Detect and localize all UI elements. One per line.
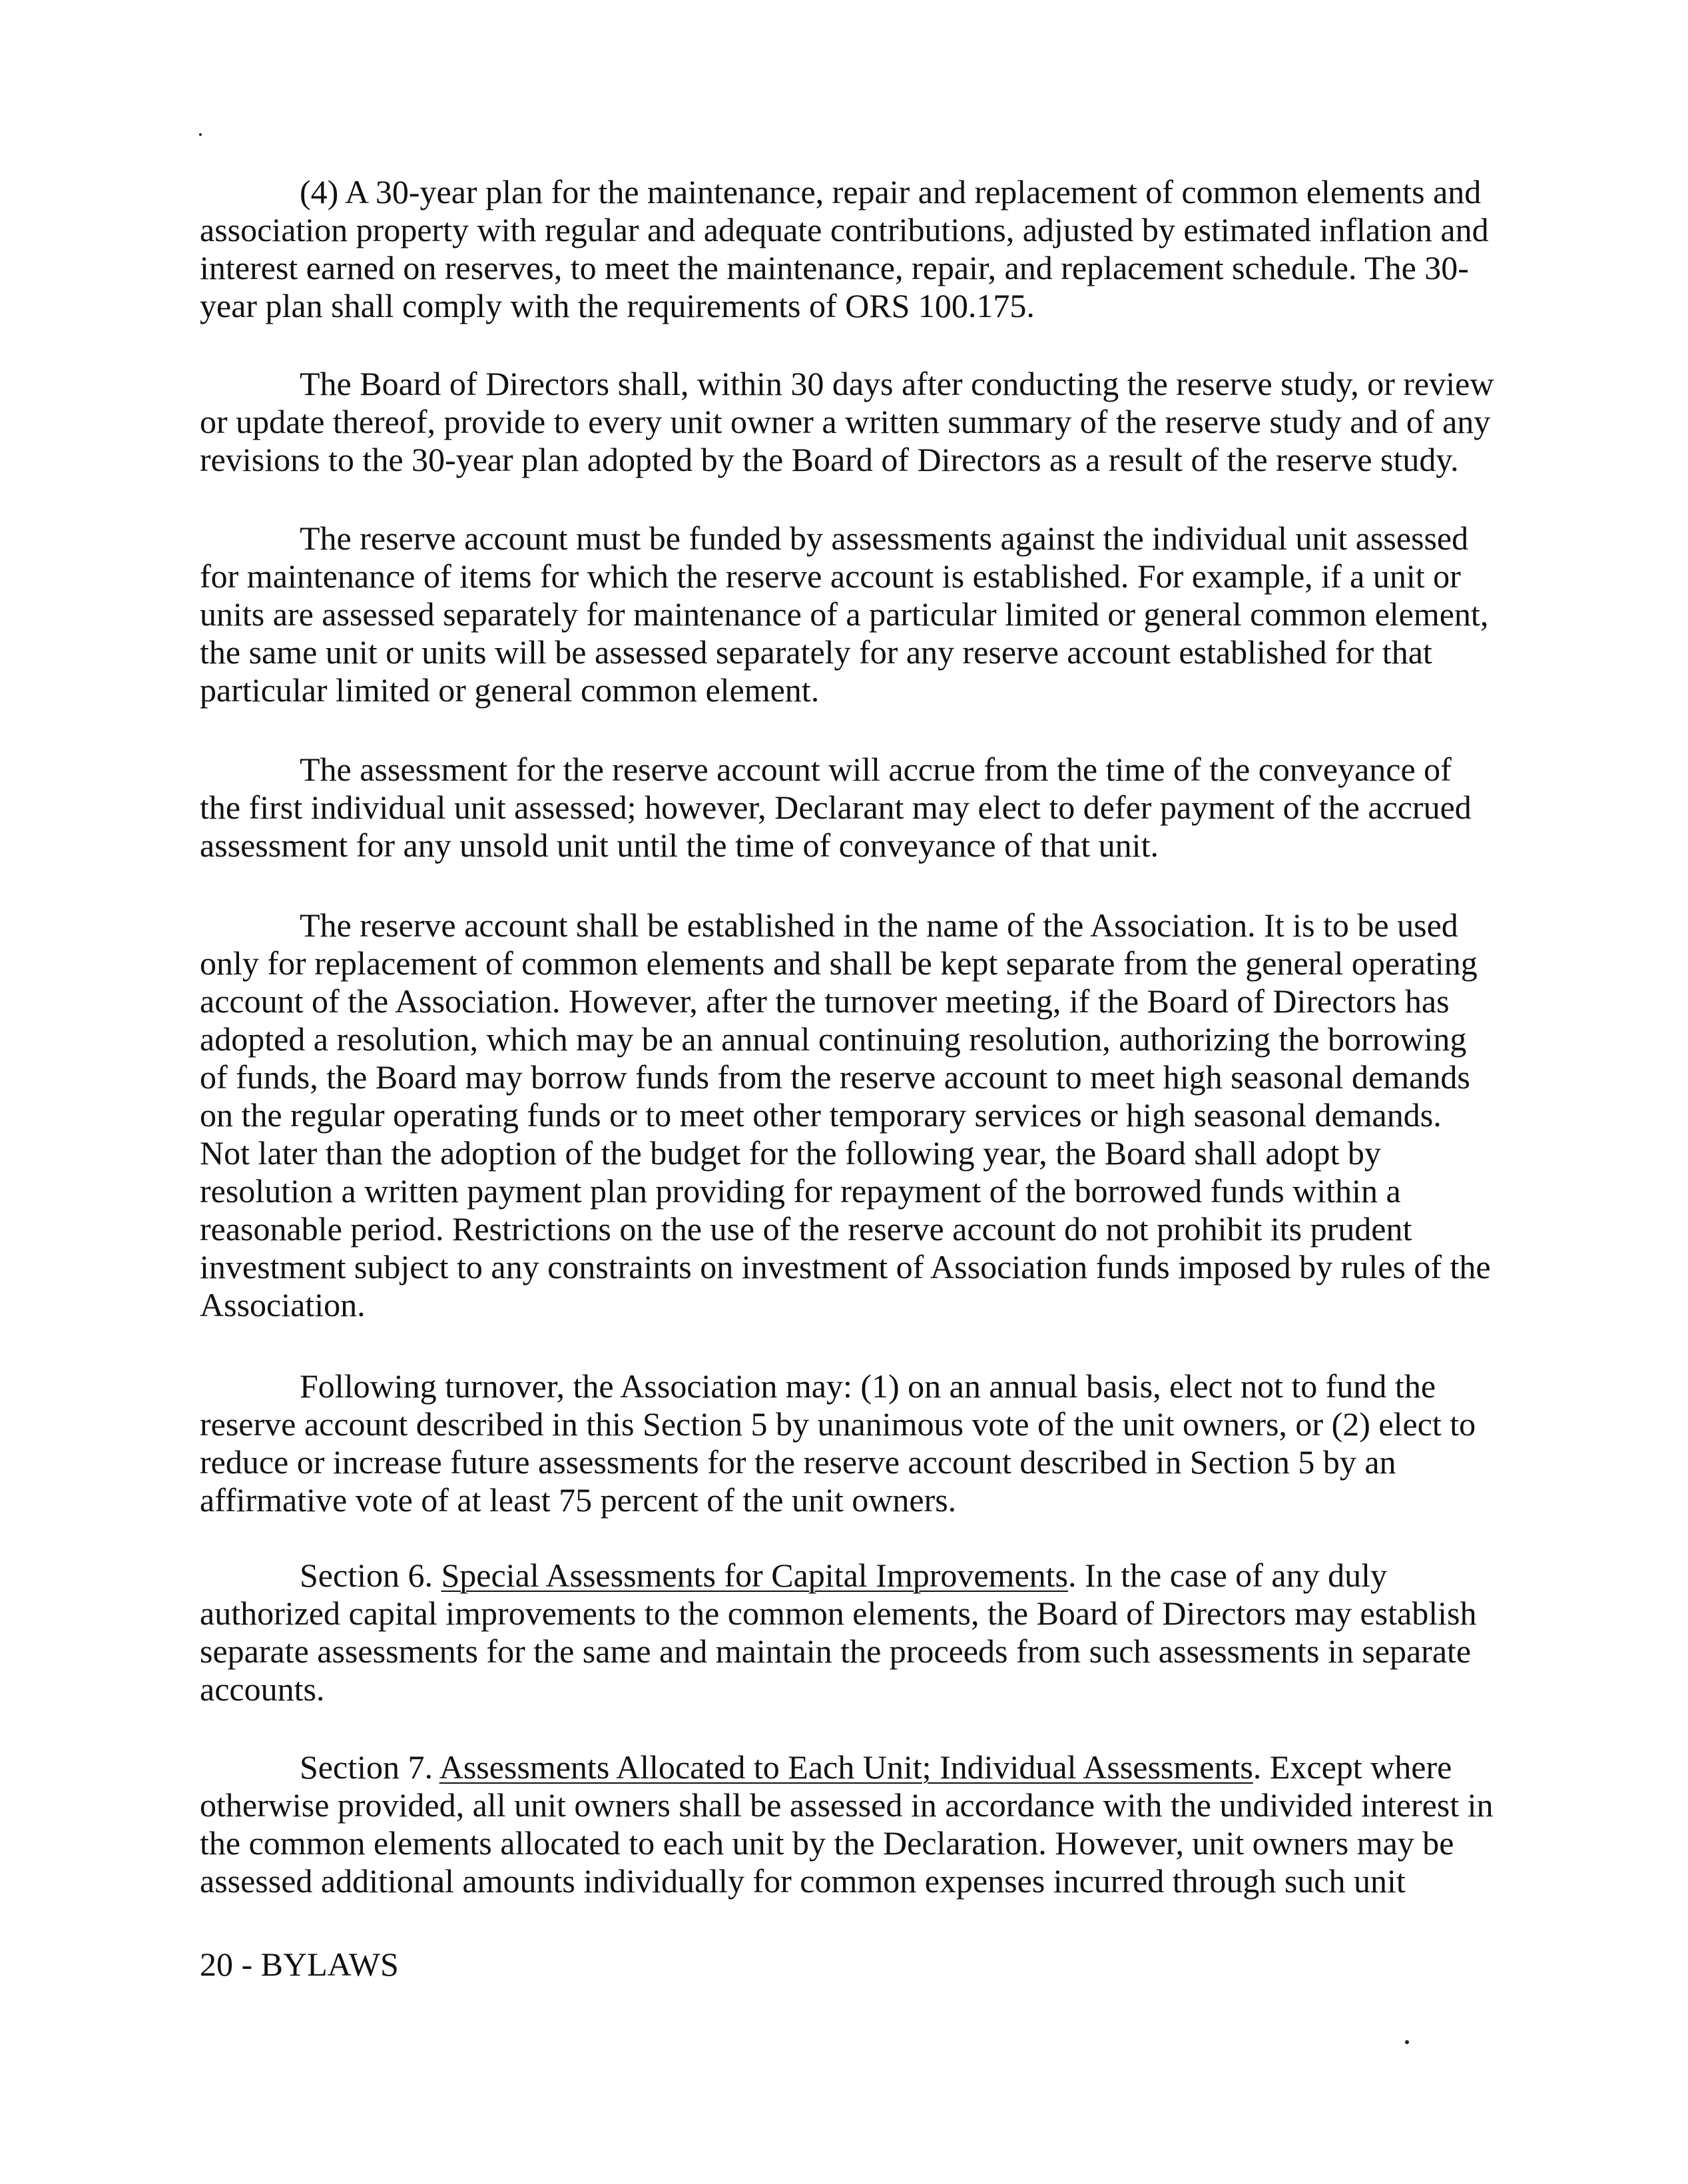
section-7-heading: Assessments Allocated to Each Unit; Individual Assessments [439,1748,1253,1786]
section-7-lead: Section 7. [300,1748,439,1786]
paragraph-reserve-account-use: The reserve account shall be established in the name of the Association. It is to be used only for replacement of common elements and shall be kept separate from the general operating account of the Association. However, after the turnover meeting, if the Board of Directors has adopted a resolution, which may be an annual continuing resolution, authorizing the borrowing of funds, the Board may borrow funds from the reserve account to meet high seasonal demands on the regular operating funds or to meet other temporary services or high seasonal demands. Not later than the adoption of the budget for the following year, the Board shall adopt by resolution a written payment plan providing for repayment of the borrowed funds within a reasonable period. Restrictions on the use of the reserve account do not prohibit its prudent investment subject to any constraints on investment of Association funds imposed by rules of the Association. [200,907,1491,1323]
section-6-lead: Section 6. [300,1557,441,1594]
paragraph-reserve-funding: The reserve account must be funded by assessments against the individual unit assessed for maintenance of items for which the reserve account is established. For example, if a unit or units are assessed separately for maintenance of a particular limited or general common element, the same unit or units will be assessed separately for any reserve account established for that particular limited or general common element. [200,520,1489,709]
paragraph-assessment-accrual: The assessment for the reserve account will accrue from the time of the conveyance of the first individual unit assessed; however, Declarant may elect to defer payment of the accrued assessment for any unsold unit until the time of conveyance of that unit. [200,751,1472,864]
page-footer: 20 - BYLAWS [200,1946,399,1983]
paragraph-30-year-plan: (4) A 30-year plan for the maintenance, repair and replacement of common elements and association property with regular and adequate contributions, adjusted by estimated inflation and interest earned on reserves, to meet the maintenance, repair, and replacement schedule. The 30-year plan shall comply with the requirements of ORS 100.175. [200,173,1489,324]
section-7-text: . Except where otherwise provided, all unit owners shall be assessed in accordance with the undivided interest in the common elements allocated to each unit by the Declaration. However, unit owners may be assessed additional amounts individually for common expenses incurred through such unit [200,1748,1494,1900]
paragraph-board-summary: The Board of Directors shall, within 30 days after conducting the reserve study, or review or update thereof, provide to every unit owner a written summary of the reserve study and of any revisions to the 30-year plan adopted by the Board of Directors as a result of the reserve study. [200,365,1494,478]
section-7-paragraph [200,1748,1498,1900]
scan-speck [1405,2040,1409,2044]
paragraph-following-turnover: Following turnover, the Association may: (1) on an annual basis, elect not to fund the reserve account described in this Section 5 by unanimous vote of the unit owners, or (2) elect to reduce or increase future assessments for the reserve account described in Section 5 by an affirmative vote of at least 75 percent of the unit owners. [200,1367,1476,1519]
scan-speck [199,133,202,136]
section-6-heading: Special Assessments for Capital Improvements [441,1557,1068,1594]
section-6-paragraph [200,1557,1498,1708]
section-6-text: . In the case of any duly authorized capital improvements to the common elements, the Board of Directors may establish separate assessments for the same and maintain the proceeds from such assessments in separate accounts. [200,1557,1477,1708]
